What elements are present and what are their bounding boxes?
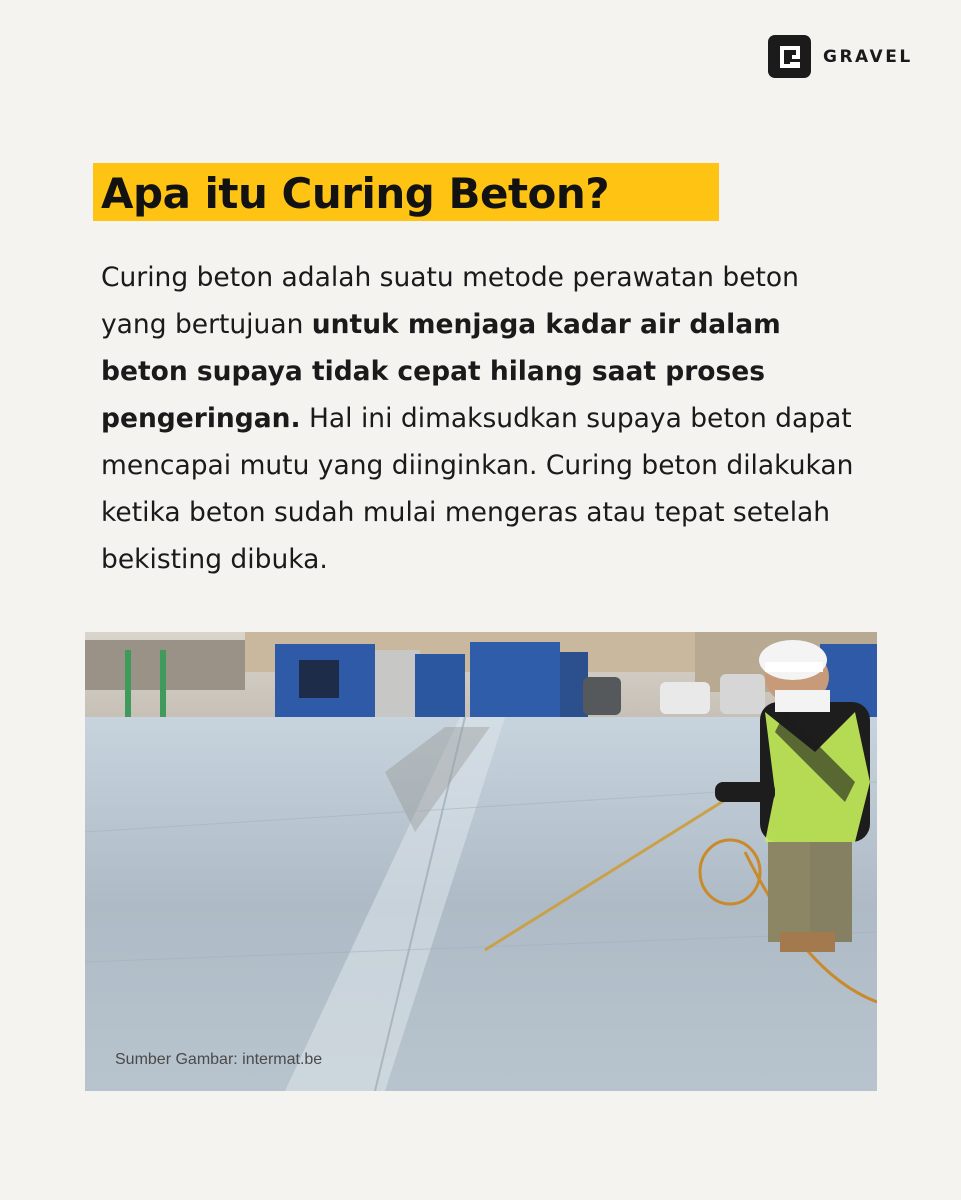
curing-photo-illustration <box>85 632 877 1091</box>
brand <box>768 35 913 78</box>
body-text-bold: untuk menjaga kadar air dalam beton supaya tidak cepat hilang saat proses pengeringan. <box>101 309 781 434</box>
body-text-part2: Hal ini dimaksudkan supaya beton dapat mencapai mutu yang diinginkan. Curing beton dilakukan ketika beton sudah mulai mengeras atau tepat setelah bekisting dibuka. <box>101 403 854 575</box>
body-text-part1: Curing beton adalah suatu metode perawatan beton yang bertujuan <box>101 262 799 340</box>
image-caption: Sumber Gambar: intermat.be <box>115 1051 323 1068</box>
gravel-logo-icon <box>768 35 811 78</box>
brand-name: GRAVEL <box>823 46 913 67</box>
body-paragraph <box>101 254 861 583</box>
curing-photo <box>85 632 877 1091</box>
page-title: Apa itu Curing Beton? <box>101 169 610 218</box>
